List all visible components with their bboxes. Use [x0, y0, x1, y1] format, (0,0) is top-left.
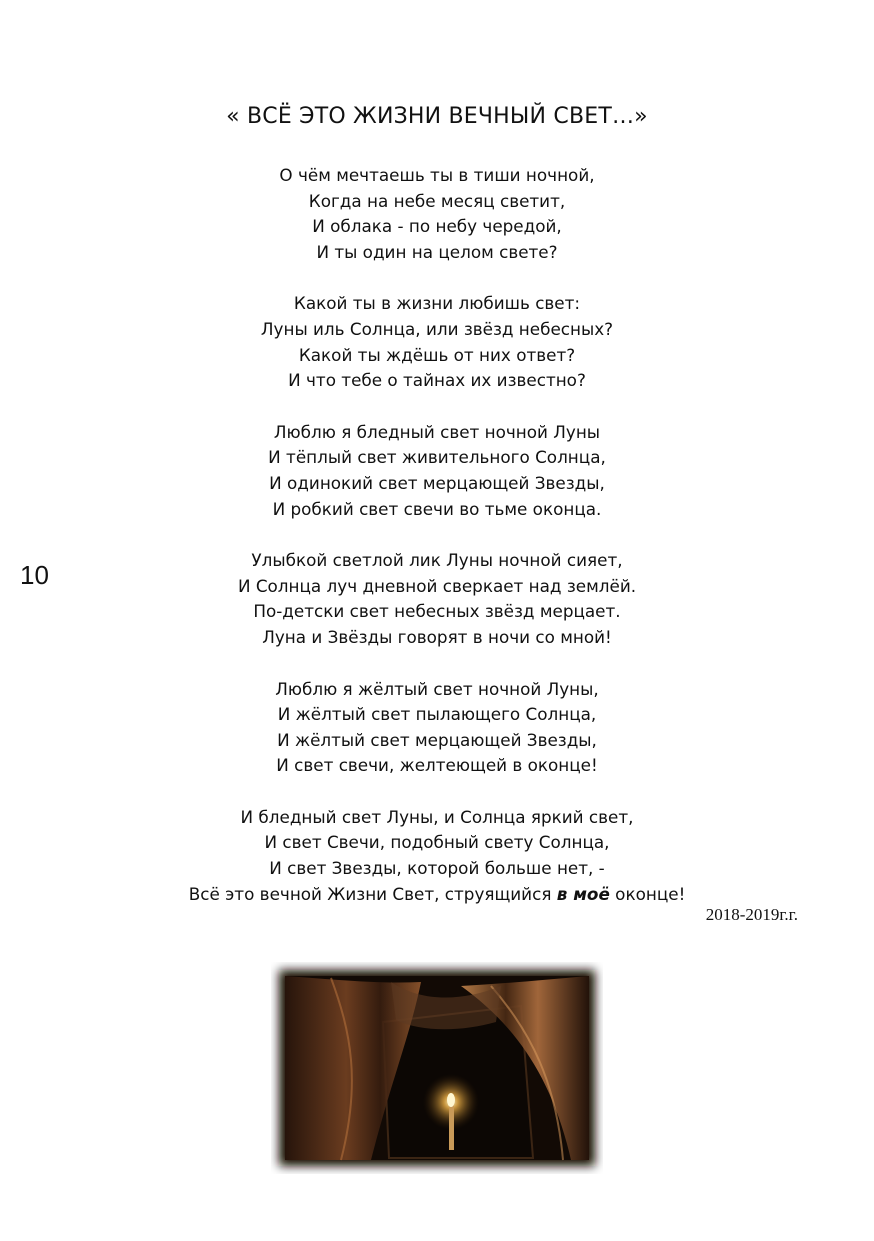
stanza-1	[0, 163, 874, 265]
stanza-6	[0, 805, 874, 907]
poem-line: Какой ты ждёшь от них ответ?	[298, 344, 576, 365]
last-line-emphasis: в моё	[556, 883, 610, 904]
stanza-5	[0, 677, 874, 779]
poem-line: И облака - по небу чередой,	[312, 216, 562, 237]
last-line-start: Всё это вечной Жизни Свет, струящийся	[188, 883, 557, 904]
poem-line: И Солнца луч дневной сверкает над землёй.	[237, 575, 637, 596]
poem-line: Луны иль Солнца, или звёзд небесных?	[260, 318, 614, 339]
poem-date: 2018-2019г.г.	[705, 905, 798, 924]
poem-line: И свет Свечи, подобный свету Солнца,	[264, 832, 610, 853]
poem-line: Люблю я жёлтый свет ночной Луны,	[275, 678, 599, 699]
poem-line: И одинокий свет мерцающей Звезды,	[269, 472, 605, 493]
candle-window-photo	[271, 962, 603, 1174]
last-line-end: оконце!	[609, 883, 686, 904]
poem-line: Луна и Звёзды говорят в ночи со мной!	[262, 626, 612, 647]
stanza-2	[0, 291, 874, 393]
poem-body	[0, 163, 874, 907]
poem-line: И робкий свет свечи во тьме оконца.	[272, 498, 602, 519]
stanza-3	[0, 420, 874, 522]
poem-line: И бледный свет Луны, и Солнца яркий свет,	[240, 806, 634, 827]
poem-line: И свет свечи, желтеющей в оконце!	[276, 755, 598, 776]
poem-line: И жёлтый свет мерцающей Звезды,	[277, 729, 597, 750]
poem-line: И жёлтый свет пылающего Солнца,	[277, 704, 597, 725]
poem-title: « ВСЁ ЭТО ЖИЗНИ ВЕЧНЫЙ СВЕТ…»	[226, 104, 648, 129]
page-number: 10	[20, 560, 49, 590]
candle-flame	[447, 1093, 455, 1107]
poem-line: Какой ты в жизни любишь свет:	[293, 293, 581, 314]
poem-line: И свет Звезды, которой больше нет, -	[269, 858, 605, 879]
poem-line: О чём мечтаешь ты в тиши ночной,	[279, 165, 595, 185]
poem-last-line	[0, 882, 874, 908]
poem-line: И тёплый свет живительного Солнца,	[268, 447, 606, 468]
poem-line: И ты один на целом свете?	[316, 241, 558, 262]
poem-line: По-детски свет небесных звёзд мерцает.	[253, 601, 621, 622]
poem-line: Когда на небе месяц светит,	[308, 190, 566, 211]
poem-line: Люблю я бледный свет ночной Луны	[273, 421, 601, 442]
poem-line: И что тебе о тайнах их известно?	[288, 370, 586, 391]
poem-line: Улыбкой светлой лик Луны ночной сияет,	[251, 550, 623, 571]
stanza-4	[0, 548, 874, 650]
candle-stick	[449, 1102, 454, 1150]
